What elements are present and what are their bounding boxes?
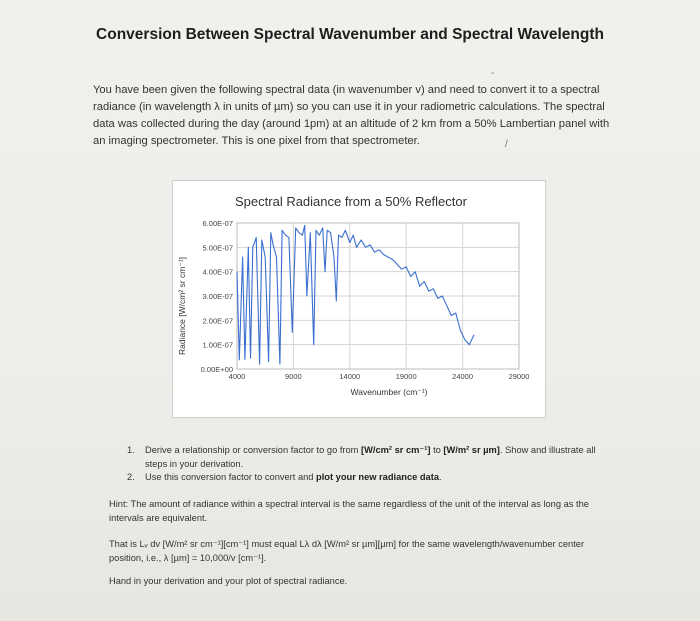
document-title: Conversion Between Spectral Wavenumber and Spectral Wavelength bbox=[96, 26, 604, 43]
series-line-radiance bbox=[237, 225, 474, 364]
y-tick-label: 2.00E-07 bbox=[202, 316, 233, 326]
x-tick-label: 19000 bbox=[395, 372, 417, 381]
unit-from: [W/cm² sr cm⁻¹] bbox=[361, 445, 431, 455]
hand-in-instruction: Hand in your derivation and your plot of spectral radiance. bbox=[109, 576, 348, 586]
question-number: 2. bbox=[127, 472, 135, 482]
question-text: . Show and illustrate all steps in your derivation. bbox=[145, 445, 596, 469]
x-tick-label: 4000 bbox=[228, 372, 246, 381]
x-axis-label: Wavenumber (cm⁻¹) bbox=[350, 387, 428, 397]
x-tick-label: 9000 bbox=[285, 372, 302, 381]
question-text: to bbox=[430, 445, 444, 455]
x-tick-label: 24000 bbox=[452, 372, 474, 381]
x-tick-label: 14000 bbox=[339, 372, 361, 381]
chart-series bbox=[237, 225, 474, 364]
relation-paragraph: That is Lᵥ dv [W/m² sr cm⁻¹][cm⁻¹] must equal Lλ dλ [W/m² sr µm][µm] for the same wavelength/wavenumber center position, i.e., λ [µm] = 10,000/v [cm⁻¹]. bbox=[109, 539, 585, 563]
chart-svg bbox=[173, 181, 545, 417]
question-number: 1. bbox=[127, 445, 135, 455]
pen-mark: - bbox=[491, 68, 495, 79]
hint-paragraph: Hint: The amount of radiance within a spectral interval is the same regardless of the unit of the interval as long as the intervals are equivalent. bbox=[109, 499, 589, 523]
plot-instruction: plot your new radiance data bbox=[316, 472, 439, 482]
question-item-2 bbox=[127, 471, 597, 485]
question-text: Derive a relationship or conversion factor to go from bbox=[145, 445, 361, 455]
y-tick-label: 5.00E-07 bbox=[202, 243, 233, 253]
intro-paragraph: You have been given the following spectral data (in wavenumber v) and need to convert it to a spectral radiance (in wavelength λ in units of µm) so you can use it in your radiometric calculations. The spectral data was collected during the day (around 1pm) at an altitude of 2 km from a 50% Lambertian panel with an imaging spectrometer. This is one pixel from that spectrometer. bbox=[93, 84, 610, 147]
chart-title: Spectral Radiance from a 50% Reflector bbox=[235, 194, 467, 209]
spectral-radiance-chart bbox=[172, 180, 546, 418]
question-list bbox=[127, 444, 597, 485]
question-item-1 bbox=[127, 444, 597, 471]
y-tick-label: 1.00E-07 bbox=[202, 340, 233, 350]
question-text: . bbox=[439, 472, 442, 482]
question-text: Use this conversion factor to convert and bbox=[145, 472, 317, 482]
unit-to: [W/m² sr µm] bbox=[443, 445, 500, 455]
y-tick-label: 3.00E-07 bbox=[202, 292, 233, 301]
y-tick-label: 4.00E-07 bbox=[202, 267, 233, 277]
pen-mark: / bbox=[505, 139, 508, 150]
y-tick-label: 0.00E+00 bbox=[200, 365, 233, 374]
y-tick-label: 6.00E-07 bbox=[202, 219, 233, 228]
y-axis-label: Radiance [W/cm² sr cm⁻¹] bbox=[177, 257, 187, 355]
x-tick-label: 29000 bbox=[508, 372, 530, 381]
